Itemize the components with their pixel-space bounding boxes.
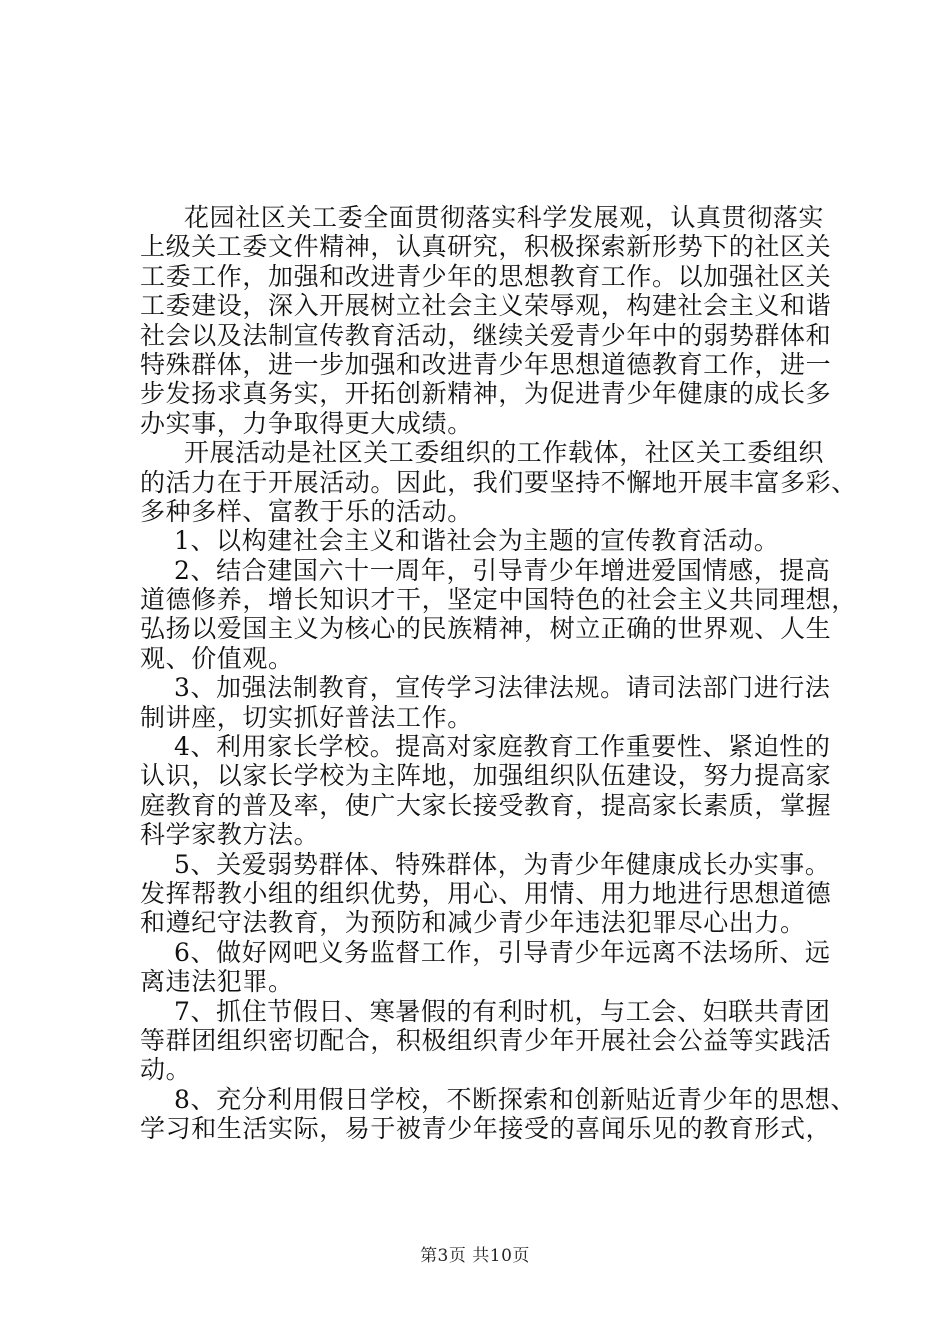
paragraph-line: 发挥帮教小组的组织优势，用心、用情、用力地进行思想道德 xyxy=(140,878,832,908)
paragraph-line: 7、抓住节假日、寒暑假的有利时机，与工会、妇联共青团 xyxy=(174,996,831,1026)
paragraph-line: 开展活动是社区关工委组织的工作载体，社区关工委组织 xyxy=(184,438,825,468)
paragraph-line: 离违法犯罪。 xyxy=(140,967,294,997)
paragraph-line: 观、价值观。 xyxy=(140,643,294,673)
paragraph xyxy=(140,555,857,674)
paragraph xyxy=(140,203,840,438)
paragraph-line: 庭教育的普及率，使广大家长接受教育，提高家长素质，掌握 xyxy=(140,790,832,820)
paragraph-line: 多种多样、富教于乐的活动。 xyxy=(140,496,473,526)
paragraph-line: 制讲座，切实抓好普法工作。 xyxy=(140,702,473,732)
paragraph-line: 科学家教方法。 xyxy=(140,820,320,850)
paragraph-line: 3、加强法制教育，宣传学习法律法规。请司法部门进行法 xyxy=(174,673,831,703)
paragraph-line: 动。 xyxy=(140,1055,192,1085)
paragraph-line: 步发扬求真务实，开拓创新精神，为促进青少年健康的成长多 xyxy=(140,379,832,409)
paragraph-line: 道德修养，增长知识才干，坚定中国特色的社会主义共同理想， xyxy=(140,585,857,615)
paragraph-line: 花园社区关工委全面贯彻落实科学发展观，认真贯彻落实 xyxy=(184,203,825,232)
paragraph xyxy=(140,732,840,850)
paragraph-line: 上级关工委文件精神，认真研究，积极探索新形势下的社区关 xyxy=(140,232,832,262)
paragraph-line: 8、充分利用假日学校，不断探索和创新贴近青少年的思想、 xyxy=(174,1084,857,1114)
paragraph-line: 社会以及法制宣传教育活动，继续关爱青少年中的弱势群体和 xyxy=(140,320,832,350)
paragraph xyxy=(140,997,840,1085)
paragraph-line: 弘扬以爱国主义为核心的民族精神，树立正确的世界观、人生 xyxy=(140,614,832,644)
page-footer: 第3页 共10页 xyxy=(420,1246,530,1266)
paragraph-line: 办实事，力争取得更大成绩。 xyxy=(140,408,473,438)
paragraph xyxy=(140,850,840,938)
paragraph-line: 2、结合建国六十一周年，引导青少年增进爱国情感，提高 xyxy=(174,555,831,585)
paragraph-line: 5、关爱弱势群体、特殊群体，为青少年健康成长办实事。 xyxy=(174,849,831,879)
paragraph-line: 学习和生活实际，易于被青少年接受的喜闻乐见的教育形式， xyxy=(140,1114,832,1144)
paragraph-line: 工委建设，深入开展树立社会主义荣辱观，构建社会主义和谐 xyxy=(140,291,832,321)
paragraph-line: 特殊群体，进一步加强和改进青少年思想道德教育工作，进一 xyxy=(140,349,832,379)
paragraph-line: 的活力在于开展活动。因此，我们要坚持不懈地开展丰富多彩、 xyxy=(140,467,857,497)
paragraph xyxy=(140,1084,857,1144)
paragraph xyxy=(140,938,840,997)
paragraph xyxy=(140,438,857,526)
paragraph xyxy=(140,526,840,555)
document-body xyxy=(140,203,857,1144)
paragraph-line: 和遵纪守法教育，为预防和减少青少年违法犯罪尽心出力。 xyxy=(140,908,806,938)
paragraph xyxy=(140,673,840,732)
paragraph-line: 认识，以家长学校为主阵地，加强组织队伍建设，努力提高家 xyxy=(140,761,832,791)
paragraph-line: 4、利用家长学校。提高对家庭教育工作重要性、紧迫性的 xyxy=(174,732,831,762)
paragraph-line: 工委工作，加强和改进青少年的思想教育工作。以加强社区关 xyxy=(140,261,832,291)
paragraph-line: 6、做好网吧义务监督工作，引导青少年远离不法场所、远 xyxy=(174,937,831,967)
paragraph-line: 等群团组织密切配合，积极组织青少年开展社会公益等实践活 xyxy=(140,1025,832,1055)
paragraph-line: 1、以构建社会主义和谐社会为主题的宣传教育活动。 xyxy=(174,526,780,556)
